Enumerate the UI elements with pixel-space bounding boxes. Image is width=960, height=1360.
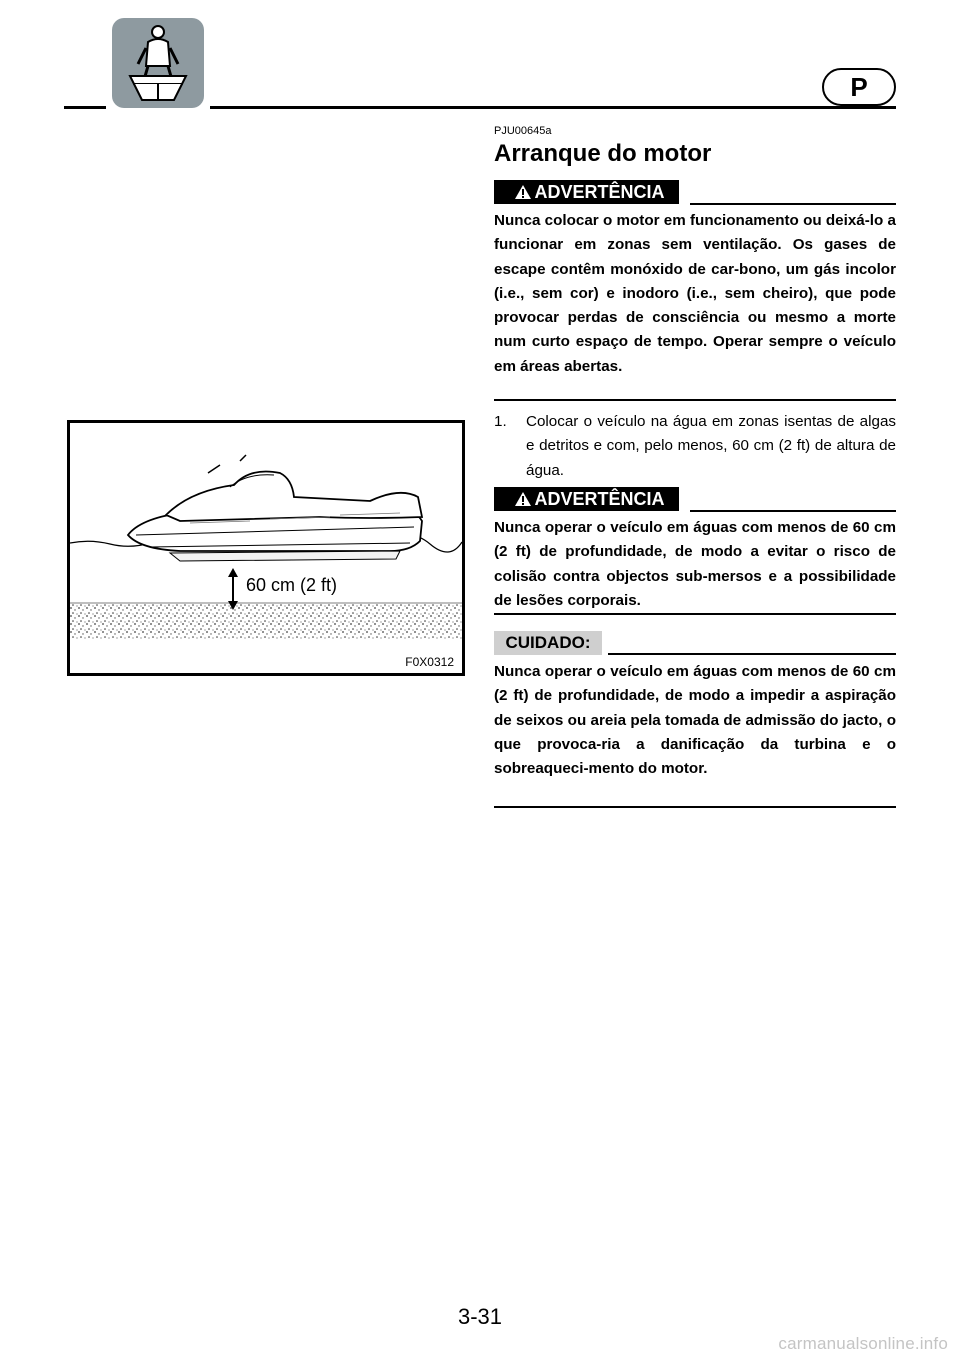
warning-2-header-rule xyxy=(690,510,896,512)
warning-2-end-rule xyxy=(494,613,896,615)
step-1 xyxy=(494,410,896,483)
watermark: carmanualsonline.info xyxy=(778,1334,948,1353)
step-text: Colocar o veículo na água em zonas isentas de algas e detritos e com, pelo menos, 60 cm (2 ft) de altura de água. xyxy=(526,413,896,479)
language-badge: P xyxy=(822,68,896,106)
figure-depth-label: 60 cm (2 ft) xyxy=(246,575,338,595)
figure-watercraft-depth xyxy=(67,420,465,676)
doc-code: PJU00645a xyxy=(494,125,552,137)
page-number: 3-31 xyxy=(457,1304,503,1329)
figure-code: F0X0312 xyxy=(405,655,454,669)
warning-1-text: Nunca colocar o motor em funcionamento ou deixá-lo a funcionar em zonas sem ventilação. Os gases de escape contêm monóxido de car-bono, um gás incolor (i.e., sem cor) e inodoro (i.e., sem cheiro), que pode provocar perdas de consciência ou mesmo a morte num curto espaço de tempo. Operar sempre o veículo em áreas abertas. xyxy=(494,212,896,375)
warning-triangle-icon xyxy=(514,491,532,507)
watercraft-illustration xyxy=(70,423,462,673)
header-rule-right xyxy=(210,106,896,109)
warning-triangle-icon xyxy=(514,184,532,200)
warning-label-2: ADVERTÊNCIA xyxy=(494,487,679,511)
caution-text: Nunca operar o veículo em águas com menos de 60 cm (2 ft) de profundidade, de modo a impedir a aspiração de seixos ou areia pela tomada de admissão do jacto, o que provoca-ria a danificação da turbina e o sobreaqueci-mento do motor. xyxy=(494,663,896,778)
warning-1-header-rule xyxy=(690,203,896,205)
step-number: 1. xyxy=(494,413,507,430)
caution-header-rule xyxy=(608,653,896,655)
jet-ski-rider-icon xyxy=(112,18,204,108)
warning-1-end-rule xyxy=(494,399,896,401)
caution-end-rule xyxy=(494,806,896,808)
header-rule-left xyxy=(64,106,106,109)
caution-label: CUIDADO: xyxy=(494,631,602,655)
warning-2-text: Nunca operar o veículo em águas com menos de 60 cm (2 ft) de profundidade, de modo a evitar o risco de colisão contra objectos sub-mersos e a possibilidade de lesões corporais. xyxy=(494,519,896,609)
page-title: Arranque do motor xyxy=(494,140,712,167)
warning-label-1: ADVERTÊNCIA xyxy=(494,180,679,204)
